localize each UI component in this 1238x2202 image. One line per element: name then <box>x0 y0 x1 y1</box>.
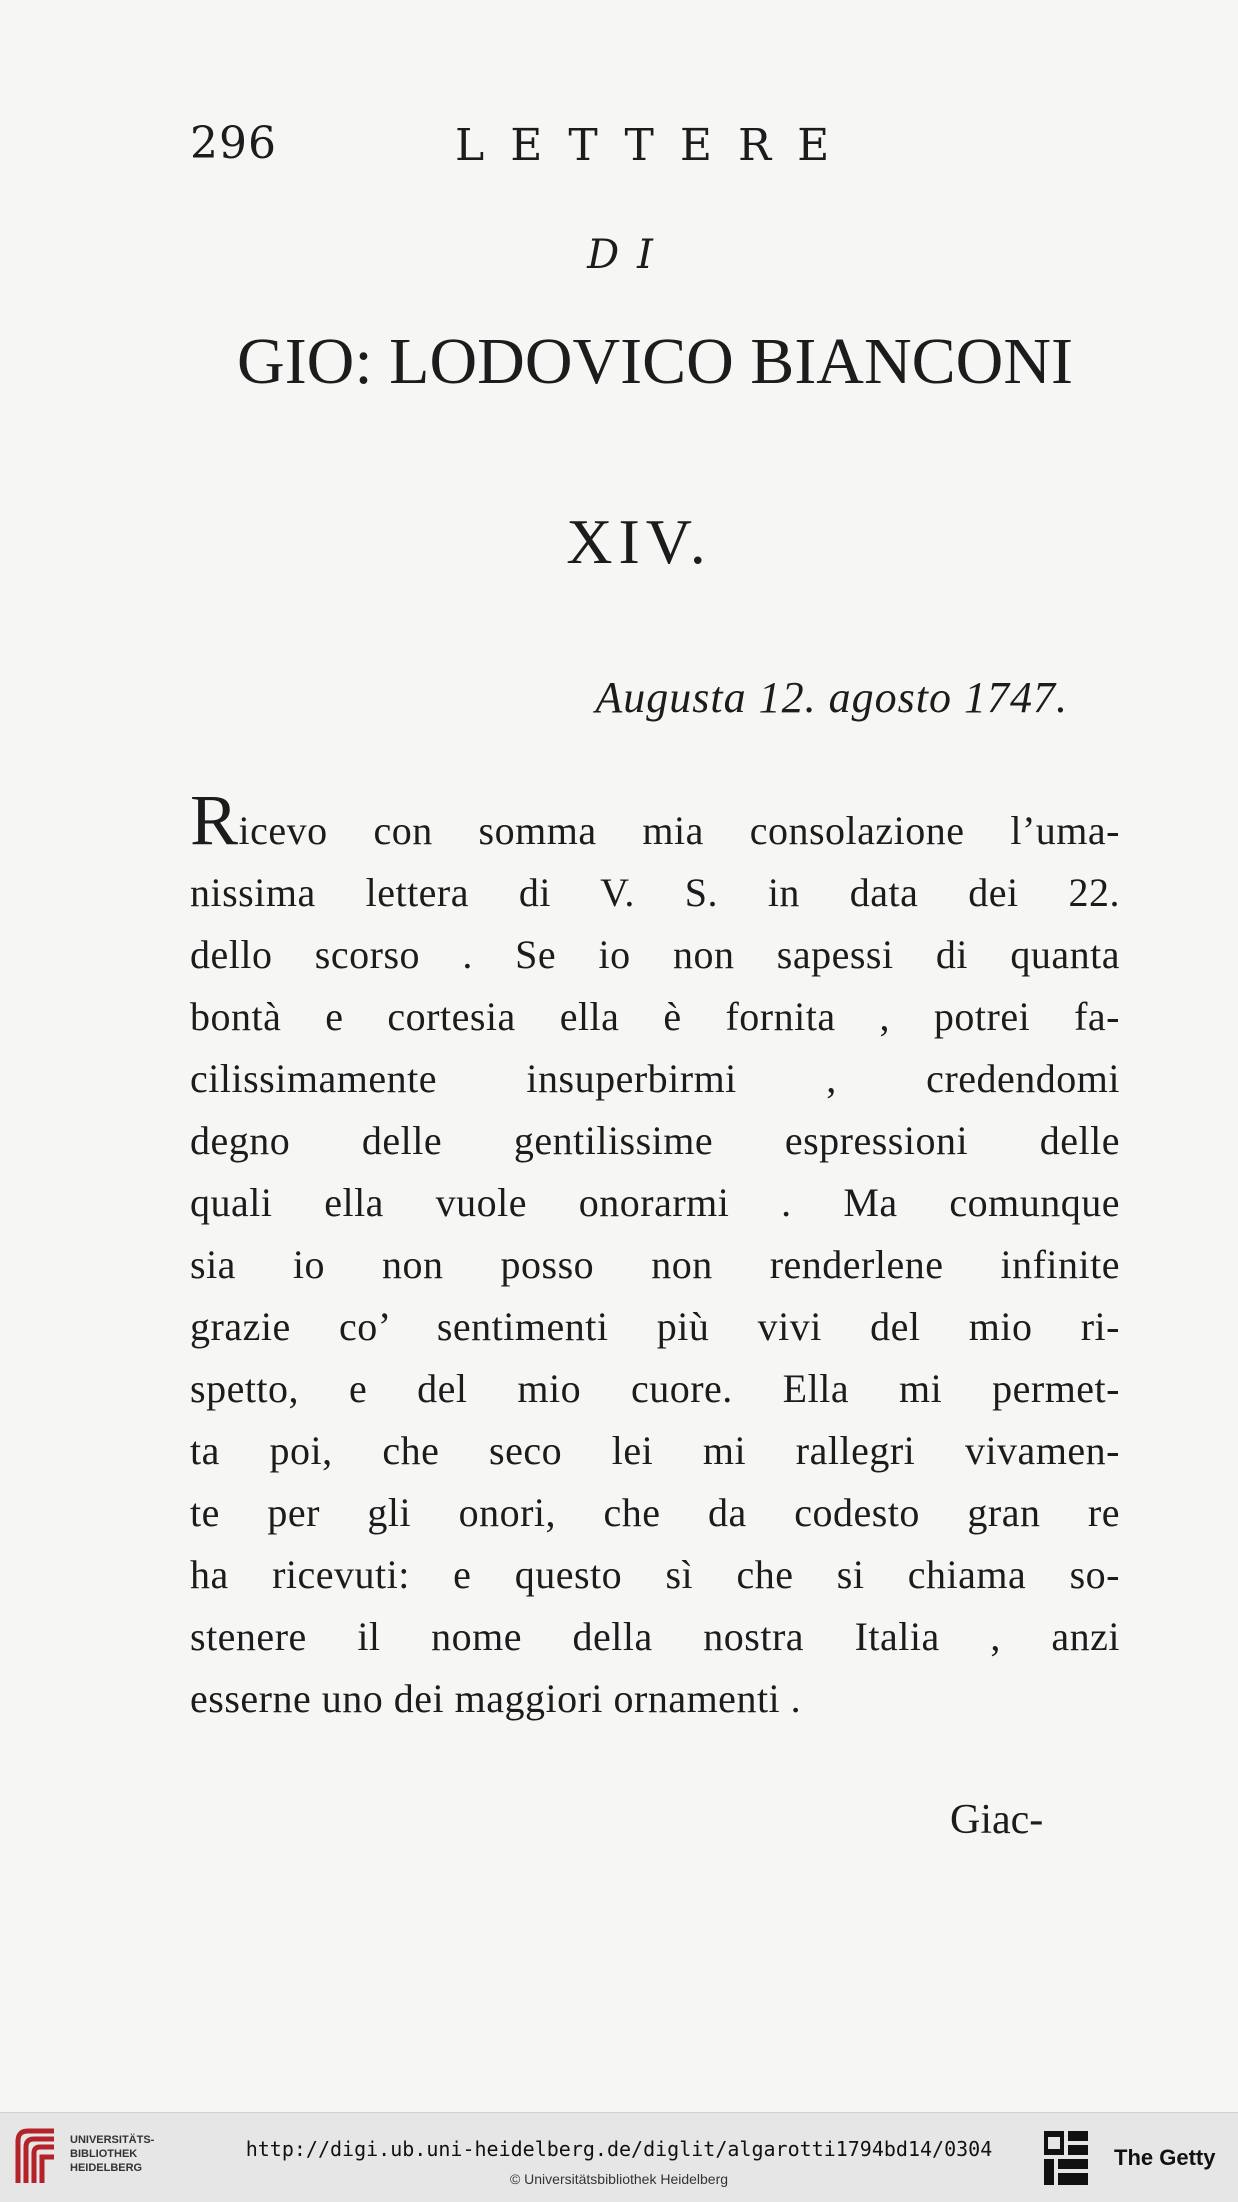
permalink-link[interactable]: http://digi.ub.uni-heidelberg.de/diglit/algarotti1794bd14/0304 <box>245 2137 993 2161</box>
running-title: LETTERE <box>455 120 856 171</box>
body-line: cilissimamente insuperbirmi , credendomi <box>190 1056 1120 1101</box>
body-line: grazie co’ sentimenti più vivi del mio ri- <box>190 1304 1120 1349</box>
copyright-notice: © Universitätsbibliothek Heidelberg <box>509 2171 729 2187</box>
drop-initial: R <box>190 780 239 860</box>
body-line: esserne uno dei maggiori ornamenti . <box>190 1676 802 1721</box>
body-line: bontà e cortesia ella è fornita , potrei fa- <box>190 994 1120 1039</box>
body-line <box>190 780 1120 862</box>
body-line-text: icevo con somma mia consolazione l’uma- <box>238 808 1120 853</box>
body-line: spetto, e del mio cuore. Ella mi permet- <box>190 1366 1120 1411</box>
body-line: quali ella vuole onorarmi . Ma comunque <box>190 1180 1120 1225</box>
partner-name: The Getty <box>1114 2145 1216 2170</box>
body-line: degno delle gentilissime espressioni delle <box>190 1118 1120 1163</box>
body-line: dello scorso . Se io non sapessi di quanta <box>190 932 1120 977</box>
footer-bar <box>0 2112 1238 2202</box>
body-line: nissima lettera di V. S. in data dei 22. <box>190 870 1120 915</box>
letter-number: XIV. <box>566 506 712 577</box>
body-line: ta poi, che seco lei mi rallegri vivamen- <box>190 1428 1120 1473</box>
running-head <box>190 118 1120 178</box>
getty-logo-icon <box>1042 2129 1090 2187</box>
letter-body <box>190 780 1120 1730</box>
author-name: GIO: LODOVICO BIANCONI <box>237 325 1073 398</box>
body-line: te per gli onori, che da codesto gran re <box>190 1490 1120 1535</box>
title-di: DI <box>587 232 671 278</box>
page-number: 296 <box>190 118 277 169</box>
body-line: sia io non posso non renderlene infinite <box>190 1242 1120 1287</box>
body-line: stenere il nome della nostra Italia , anzi <box>190 1614 1120 1659</box>
library-name: UNIVERSITÄTS- BIBLIOTHEK HEIDELBERG <box>70 2134 155 2174</box>
catchword: Giac- <box>950 1797 1044 1843</box>
dateline: Augusta 12. agosto 1747. <box>595 673 1068 722</box>
body-line: ha ricevuti: e questo sì che si chiama so- <box>190 1552 1120 1597</box>
